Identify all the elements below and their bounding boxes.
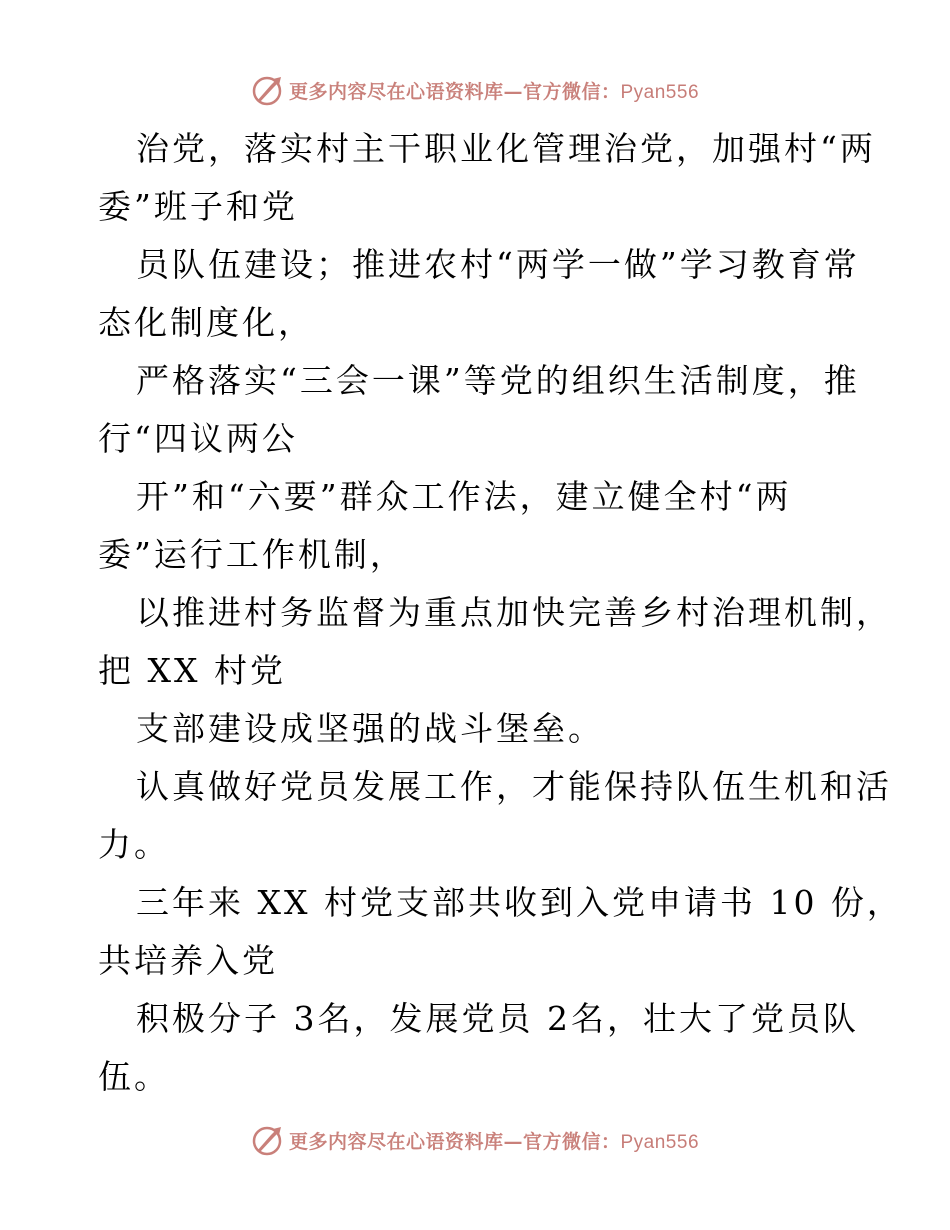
- paragraph-line: 员队伍建设；推进农村“两学一做”学习教育常: [136, 245, 860, 284]
- watermark-text: 更多内容尽在心语资料库—官方微信：Pyan556: [288, 80, 700, 103]
- paragraph: [98, 584, 892, 700]
- paragraph: [98, 352, 858, 468]
- paragraph-line: 把 XX 村党: [98, 651, 286, 690]
- paragraph-line: 态化制度化，: [98, 303, 314, 342]
- paragraph-line: 三年来 XX 村党支部共收到入党申请书 10 份，: [136, 883, 903, 922]
- paragraph-line: 共培养入党: [98, 941, 278, 980]
- paragraph-line: 力。: [98, 825, 170, 864]
- document-body: [98, 120, 903, 1106]
- header-watermark: [0, 70, 950, 110]
- paragraph: [98, 468, 858, 584]
- footer-watermark: [0, 1120, 950, 1160]
- paragraph-line: 委”班子和党: [98, 187, 298, 226]
- watermark-text: 更多内容尽在心语资料库—官方微信：Pyan556: [288, 1130, 700, 1153]
- paragraph: [98, 990, 858, 1106]
- brush-pen-logo-icon: [251, 1123, 285, 1157]
- paragraph-line: 委”运行工作机制，: [98, 535, 406, 574]
- paragraph-line: 行“四议两公: [98, 419, 298, 458]
- paragraph: [98, 700, 858, 758]
- paragraph-line: 伍。: [98, 1057, 170, 1096]
- paragraph: [98, 236, 858, 352]
- paragraph-line: 认真做好党员发展工作，才能保持队伍生机和活: [136, 767, 892, 806]
- paragraph-line: 以推进村务监督为重点加快完善乡村治理机制，: [136, 593, 892, 632]
- paragraph-line: 开”和“六要”群众工作法，建立健全村“两: [136, 477, 792, 516]
- paragraph-line: 支部建设成坚强的战斗堡垒。: [136, 709, 604, 748]
- brush-pen-logo-icon: [251, 73, 285, 107]
- paragraph-line: 治党，落实村主干职业化管理治党，加强村“两: [136, 129, 876, 168]
- paragraph-line: 积极分子 3名，发展党员 2名，壮大了党员队: [136, 999, 859, 1038]
- paragraph: [98, 758, 892, 874]
- paragraph: [98, 120, 876, 236]
- paragraph-line: 严格落实“三会一课”等党的组织生活制度，推: [136, 361, 860, 400]
- paragraph: [98, 874, 903, 990]
